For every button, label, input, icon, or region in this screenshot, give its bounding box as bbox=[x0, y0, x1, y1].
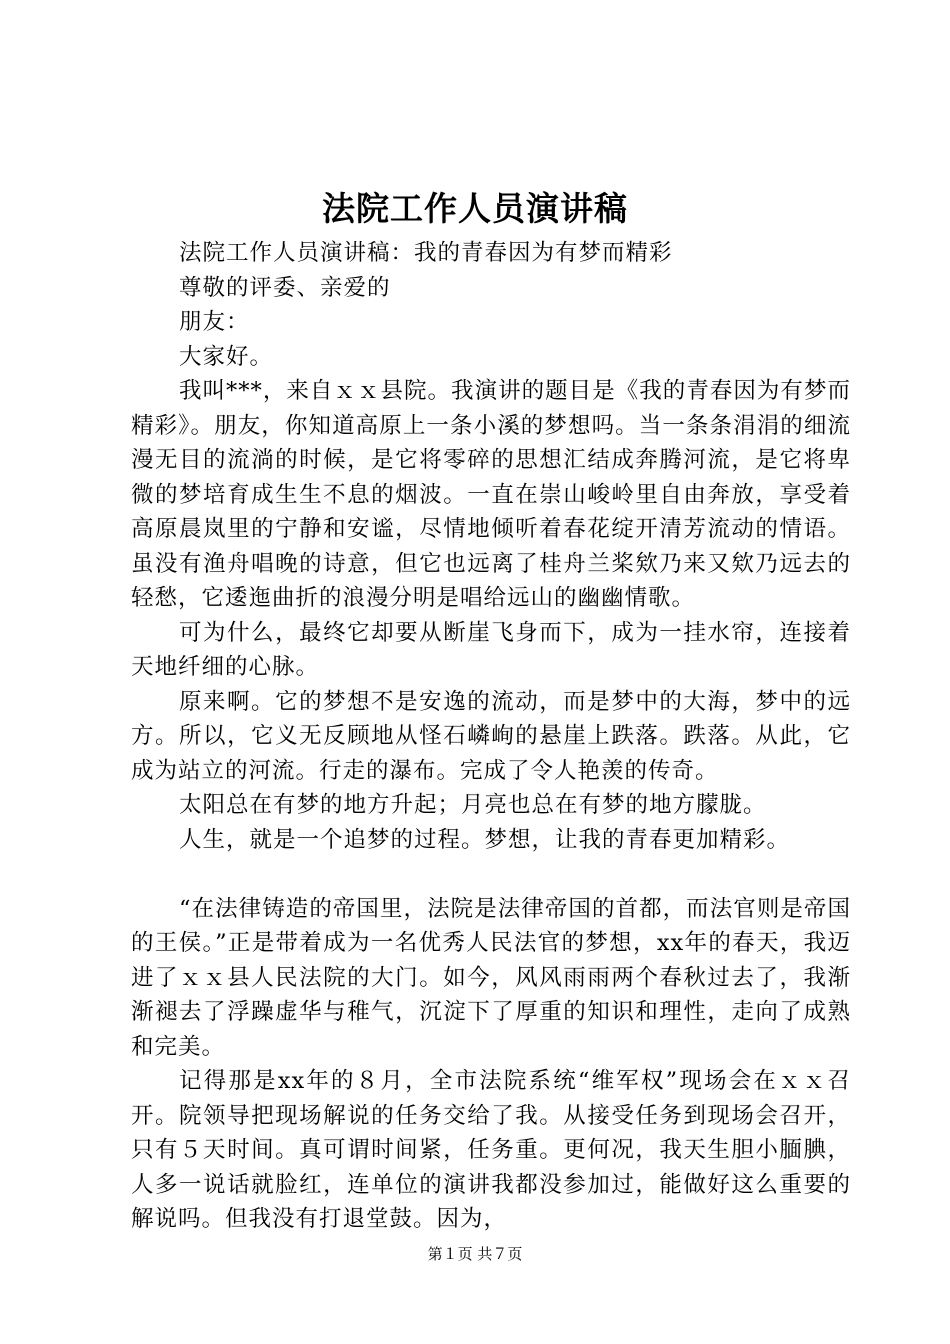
paragraph: 大家好。 bbox=[179, 343, 274, 370]
paragraph: 原来啊。它的梦想不是安逸的流动，而是梦中的大海，梦中的远方。所以，它义无反顾地从怪石嶙峋的悬崖上跌落。跌落。从此，它成为站立的河流。行走的瀑布。完成了令人艳羡的传奇。 bbox=[131, 688, 851, 784]
paragraph: 太阳总在有梦的地方升起；月亮也总在有梦的地方朦胧。 bbox=[179, 792, 767, 818]
paragraph: 法院工作人员演讲稿：我的青春因为有梦而精彩 bbox=[179, 240, 673, 266]
paragraph: 尊敬的评委、亲爱的 bbox=[179, 274, 391, 301]
paragraph: “在法律铸造的帝国里，法院是法律帝国的首都，而法官则是帝国的王侯。”正是带着成为一名优秀人民法官的梦想，xx年的春天，我迈进了ｘｘ县人民法院的大门。如今，风风雨雨两个春秋过去了，我渐渐褪去了浮躁虚华与稚气，沉淀下了厚重的知识和理性，走向了成熟和完美。 bbox=[131, 895, 851, 1060]
paragraph: 我叫***，来自ｘｘ县院。我演讲的题目是《我的青春因为有梦而精彩》。朋友，你知道高原上一条小溪的梦想吗。当一条条涓涓的细流漫无目的流淌的时候，是它将零碎的思想汇结成奔腾河流，是它将卑微的梦培育成生生不息的烟波。一直在崇山峻岭里自由奔放，享受着高原晨岚里的宁静和安谧，尽情地倾听着春花绽开清芳流动的情语。虽没有渔舟唱晚的诗意，但它也远离了桂舟兰桨欸乃来又欸乃远去的轻愁，它逶迤曲折的浪漫分明是唱给远山的幽幽情歌。 bbox=[131, 378, 851, 611]
page-footer: 第１页 共７页 bbox=[427, 1245, 523, 1263]
paragraph: 人生，就是一个追梦的过程。梦想，让我的青春更加精彩。 bbox=[179, 826, 791, 853]
document-body bbox=[131, 236, 851, 1237]
paragraph: 记得那是xx年的８月，全市法院系统“维军权”现场会在ｘｘ召开。院领导把现场解说的任务交给了我。从接受任务到现场会召开，只有５天时间。真可谓时间紧，任务重。更何况，我天生胆小腼腆，人多一说话就脸红，连单位的演讲我都没参加过，能做好这么重要的解说吗。但我没有打退堂鼓。因为， bbox=[131, 1068, 851, 1232]
document-title: 法院工作人员演讲稿 bbox=[322, 189, 628, 228]
paragraph: 朋友： bbox=[179, 309, 250, 335]
blank-line bbox=[131, 857, 851, 892]
paragraph: 可为什么，最终它却要从断崖飞身而下，成为一挂水帘，连接着天地纤细的心脉。 bbox=[131, 619, 851, 680]
